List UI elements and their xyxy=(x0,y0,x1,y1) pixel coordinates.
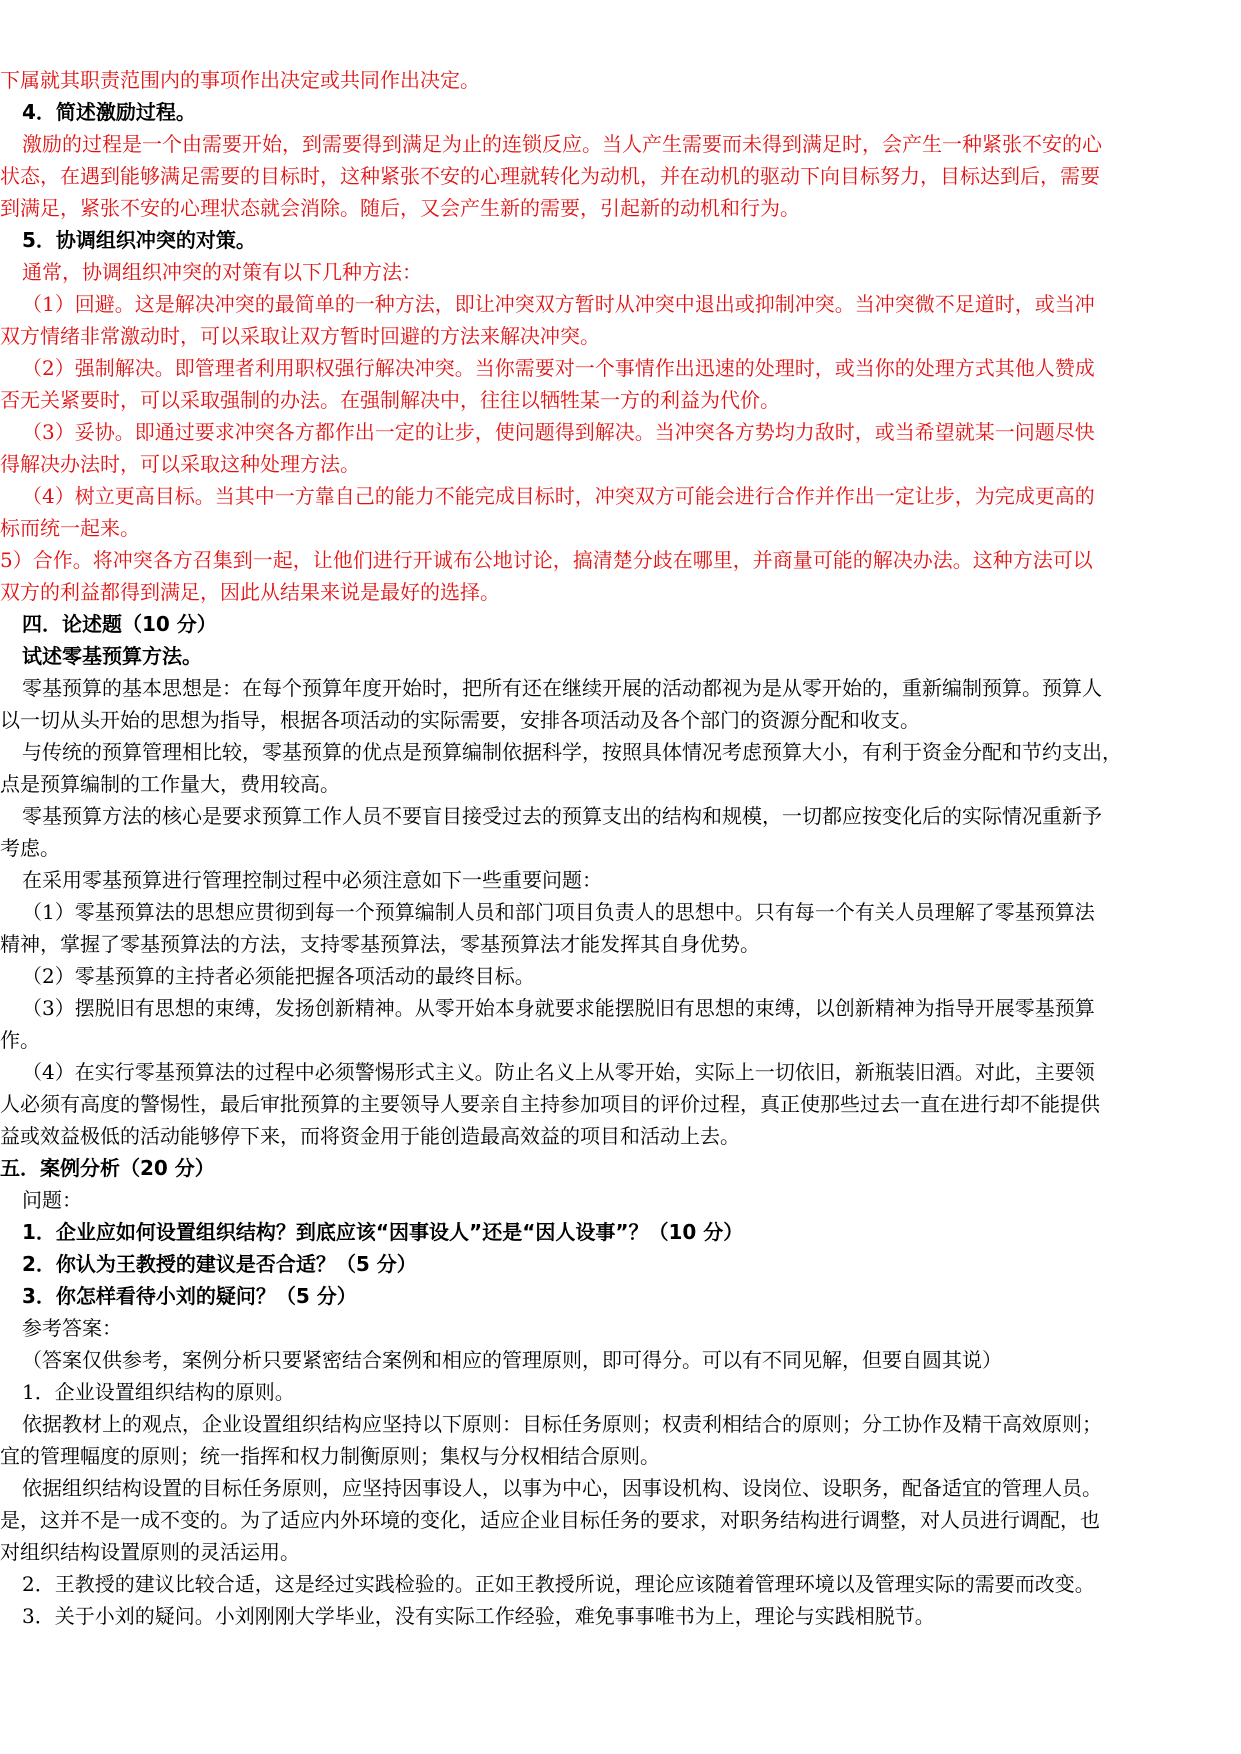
answer-line: 5）合作。将冲突各方召集到一起，让他们进行开诚布公地讨论，搞清楚分歧在哪里，并商量可能的解决办法。这种方法可以 xyxy=(0,548,1093,572)
text-line: 零基预算的基本思想是：在每个预算年度开始时，把所有还在继续开展的活动都视为是从零开始的，重新编制预算。预算人 xyxy=(22,676,1102,700)
text-line: 依据组织结构设置的目标任务原则，应坚持因事设人，以事为中心，因事设机构、设岗位、设职务，配备适宜的管理人员。 xyxy=(22,1476,1102,1500)
question-heading: 2．你认为王教授的建议是否合适？（5 分） xyxy=(22,1252,417,1276)
text-line: 与传统的预算管理相比较，零基预算的优点是预算编制依据科学，按照具体情况考虑预算大小，有利于资金分配和节约支出， xyxy=(22,740,1122,764)
question-heading: 5．协调组织冲突的对策。 xyxy=(22,228,256,252)
text-line: 零基预算方法的核心是要求预算工作人员不要盲目接受过去的预算支出的结构和规模，一切都应按变化后的实际情况重新予 xyxy=(22,804,1102,828)
question-heading: 3．你怎样看待小刘的疑问？（5 分） xyxy=(22,1284,357,1308)
text-line: 人必须有高度的警惕性，最后审批预算的主要领导人要亲自主持参加项目的评价过程，真正使那些过去一直在进行却不能提供 xyxy=(0,1092,1100,1116)
answer-line: 下属就其职责范围内的事项作出决定或共同作出决定。 xyxy=(0,68,480,92)
text-line: 参考答案： xyxy=(22,1316,122,1340)
answer-line: 状态，在遇到能够满足需要的目标时，这种紧张不安的心理就转化为动机，并在动机的驱动下向目标努力，目标达到后，需要 xyxy=(0,164,1100,188)
text-line: 对组织结构设置原则的灵活运用。 xyxy=(0,1540,300,1564)
answer-line: 得解决办法时，可以采取这种处理方法。 xyxy=(0,452,360,476)
text-line: 考虑。 xyxy=(0,836,60,860)
text-line: 益或效益极低的活动能够停下来，而将资金用于能创造最高效益的项目和活动上去。 xyxy=(0,1124,740,1148)
section-heading: 五．案例分析（20 分） xyxy=(0,1156,215,1180)
text-line: （2）零基预算的主持者必须能把握各项活动的最终目标。 xyxy=(22,964,535,988)
answer-line: 通常，协调组织冲突的对策有以下几种方法： xyxy=(22,260,422,284)
question-heading: 1．企业应如何设置组织结构？到底应该“因事设人”还是“因人设事”？（10 分） xyxy=(22,1220,744,1244)
text-line: 问题： xyxy=(22,1188,82,1212)
text-line: 作。 xyxy=(0,1028,40,1052)
text-line: 依据教材上的观点，企业设置组织结构应坚持以下原则：目标任务原则；权责利相结合的原则；分工协作及精干高效原则； xyxy=(22,1412,1102,1436)
text-line: 点是预算编制的工作量大，费用较高。 xyxy=(0,772,340,796)
answer-line: （1）回避。这是解决冲突的最简单的一种方法，即让冲突双方暂时从冲突中退出或抑制冲突。当冲突微不足道时，或当冲 xyxy=(22,292,1095,316)
question-heading: 4．简述激励过程。 xyxy=(22,100,196,124)
answer-line: 标而统一起来。 xyxy=(0,516,140,540)
answer-line: 激励的过程是一个由需要开始，到需要得到满足为止的连锁反应。当人产生需要而未得到满足时，会产生一种紧张不安的心 xyxy=(22,132,1102,156)
text-line: 精神，掌握了零基预算法的方法，支持零基预算法，零基预算法才能发挥其自身优势。 xyxy=(0,932,760,956)
text-line: 在采用零基预算进行管理控制过程中必须注意如下一些重要问题： xyxy=(22,868,602,892)
text-line: （1）零基预算法的思想应贯彻到每一个预算编制人员和部门项目负责人的思想中。只有每一个有关人员理解了零基预算法 xyxy=(22,900,1095,924)
question-heading: 试述零基预算方法。 xyxy=(22,644,202,668)
text-line: （4）在实行零基预算法的过程中必须警惕形式主义。防止名义上从零开始，实际上一切依旧，新瓶装旧酒。对此，主要领 xyxy=(22,1060,1095,1084)
answer-line: 双方情绪非常激动时，可以采取让双方暂时回避的方法来解决冲突。 xyxy=(0,324,600,348)
text-line: 宜的管理幅度的原则；统一指挥和权力制衡原则；集权与分权相结合原则。 xyxy=(0,1444,660,1468)
answer-line: （3）妥协。即通过要求冲突各方都作出一定的让步，使问题得到解决。当冲突各方势均力敌时，或当希望就某一问题尽快 xyxy=(22,420,1095,444)
answer-line: 否无关紧要时，可以采取强制的办法。在强制解决中，往往以牺牲某一方的利益为代价。 xyxy=(0,388,780,412)
text-line: 2．王教授的建议比较合适，这是经过实践检验的。正如王教授所说，理论应该随着管理环境以及管理实际的需要而改变。 xyxy=(22,1572,1095,1596)
text-line: 1．企业设置组织结构的原则。 xyxy=(22,1380,295,1404)
answer-line: 双方的利益都得到满足，因此从结果来说是最好的选择。 xyxy=(0,580,500,604)
answer-line: （2）强制解决。即管理者利用职权强行解决冲突。当你需要对一个事情作出迅速的处理时，或当你的处理方式其他人赞成 xyxy=(22,356,1095,380)
text-line: 以一切从头开始的思想为指导，根据各项活动的实际需要，安排各项活动及各个部门的资源分配和收支。 xyxy=(0,708,920,732)
answer-line: 到满足，紧张不安的心理状态就会消除。随后，又会产生新的需要，引起新的动机和行为。 xyxy=(0,196,800,220)
text-line: （答案仅供参考，案例分析只要紧密结合案例和相应的管理原则，即可得分。可以有不同见解，但要自圆其说） xyxy=(22,1348,1002,1372)
answer-line: （4）树立更高目标。当其中一方靠自己的能力不能完成目标时，冲突双方可能会进行合作并作出一定让步，为完成更高的 xyxy=(22,484,1095,508)
section-heading: 四．论述题（10 分） xyxy=(22,612,217,636)
text-line: （3）摆脱旧有思想的束缚，发扬创新精神。从零开始本身就要求能摆脱旧有思想的束缚，以创新精神为指导开展零基预算 xyxy=(22,996,1095,1020)
text-line: 3．关于小刘的疑问。小刘刚刚大学毕业，没有实际工作经验，难免事事唯书为上，理论与实践相脱节。 xyxy=(22,1604,935,1628)
text-line: 是，这并不是一成不变的。为了适应内外环境的变化，适应企业目标任务的要求，对职务结构进行调整，对人员进行调配，也 xyxy=(0,1508,1100,1532)
